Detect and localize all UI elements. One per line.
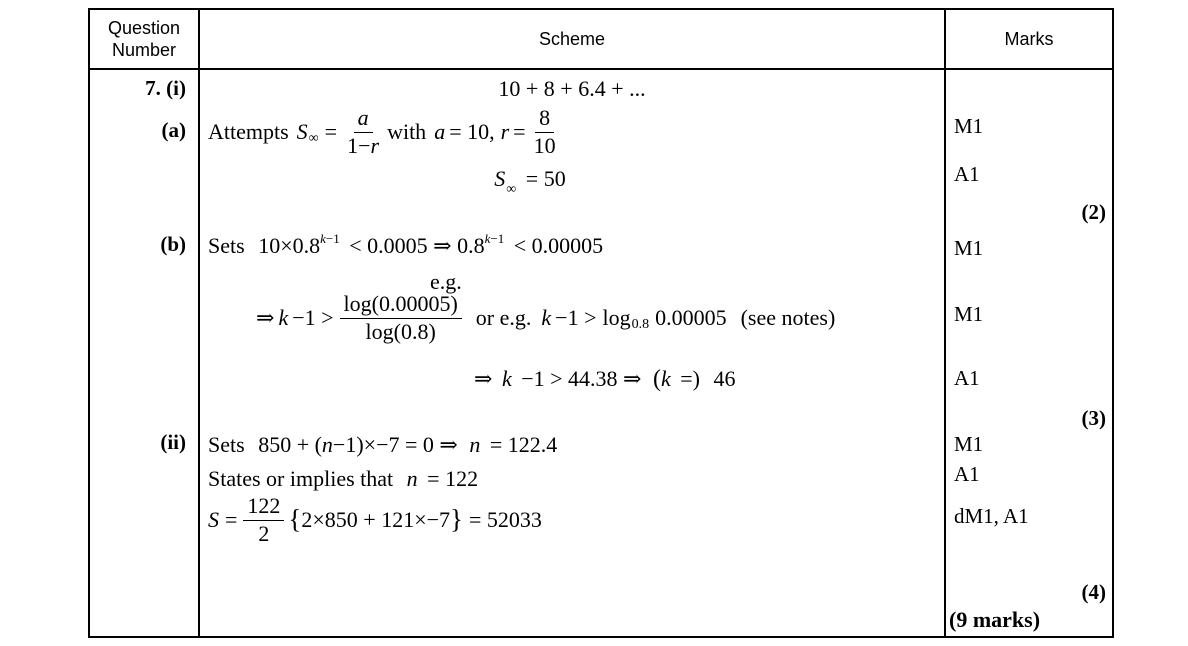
result-value: = 52033 — [469, 507, 542, 533]
mark-b-a1: A1 — [954, 366, 980, 390]
attempts-text: Attempts — [208, 119, 289, 145]
fraction-numerator: log(0.00005) — [340, 292, 462, 319]
header-scheme — [200, 10, 946, 70]
implies-arrow: ⇒ — [474, 366, 493, 391]
inequality: −1 > — [555, 305, 597, 331]
result-value: = 122.4 — [489, 432, 558, 457]
exponent-k-minus-1: k−1 — [320, 231, 340, 246]
scheme-b-line2 — [256, 292, 835, 344]
n-variable: n — [321, 432, 333, 457]
fraction-denominator: 1−r — [347, 132, 380, 158]
result-value: = 50 — [525, 166, 566, 191]
infinity-subscript: ∞ — [308, 131, 319, 147]
open-paren: ( — [652, 366, 661, 392]
fraction-numerator: 122 — [243, 494, 284, 521]
mark-a-m1: M1 — [954, 114, 984, 138]
mark-scheme-table — [88, 8, 1114, 638]
n-variable: n — [469, 432, 481, 457]
r-variable: r — [500, 119, 510, 145]
s-variable: S — [208, 507, 219, 533]
close-paren-equals: =) — [680, 366, 700, 391]
scheme-cell — [200, 70, 946, 636]
open-brace: { — [288, 503, 302, 534]
scheme-ii-line3 — [208, 494, 542, 546]
inequality: −1 > — [292, 305, 334, 331]
fraction-denominator: log(0.8) — [365, 318, 436, 344]
mark-ii-subtotal: (4) — [1081, 580, 1106, 604]
s-variable: S — [296, 119, 308, 145]
fraction-122-over-2 — [243, 494, 284, 546]
value: = 122 — [427, 466, 479, 491]
scheme-series-line: 10 + 8 + 6.4 + ... — [498, 76, 646, 101]
a-variable: a — [434, 119, 446, 145]
exponent-k-minus-1: k−1 — [484, 231, 505, 246]
mark-ii-m1: M1 — [954, 432, 984, 456]
question-label-part-b: (b) — [160, 232, 186, 256]
fraction-denominator: 2 — [258, 520, 270, 546]
sets-text: Sets — [208, 432, 245, 457]
with-text: with — [387, 119, 427, 145]
expression: 850 + ( — [258, 432, 322, 457]
question-number-cell — [90, 70, 200, 636]
sets-text: Sets — [208, 233, 245, 258]
mark-b-m2: M1 — [954, 302, 984, 326]
r-equals: = — [513, 119, 526, 145]
result-value: 46 — [713, 366, 736, 391]
expression: 10×0.8 — [258, 233, 321, 258]
header-marks-label: Marks — [1004, 28, 1054, 49]
equals-sign: = — [324, 119, 338, 145]
log-argument: 0.00005 — [655, 305, 727, 331]
question-label-main: 7. (i) — [145, 76, 186, 100]
question-label-part-ii: (ii) — [160, 430, 186, 454]
header-marks — [946, 10, 1112, 70]
log-base-subscript: 0.8 — [631, 317, 650, 333]
fraction-numerator: a — [354, 106, 373, 133]
fraction-log-over-log — [340, 292, 462, 344]
mark-b-m1: M1 — [954, 236, 984, 260]
fraction-8-over-10 — [530, 106, 560, 158]
expression: < 0.00005 — [513, 233, 604, 258]
k-variable: k — [278, 305, 289, 331]
fraction-a-over-1-minus-r — [343, 106, 383, 158]
fraction-denominator: 10 — [533, 132, 556, 158]
scheme-b-line1 — [208, 233, 603, 259]
states-text: States or implies that — [208, 466, 394, 491]
close-brace: } — [450, 503, 463, 534]
scheme-a-result-line — [330, 166, 730, 197]
k-variable: k — [501, 366, 512, 391]
mark-ii-dm1-a1: dM1, A1 — [954, 504, 1029, 528]
infinity-subscript: ∞ — [506, 182, 517, 197]
header-question-line1: Question — [107, 17, 181, 38]
inequality: −1 > 44.38 ⇒ — [521, 366, 642, 391]
implies-arrow: ⇒ — [256, 305, 275, 331]
fraction-numerator: 8 — [535, 106, 554, 133]
mark-a-subtotal: (2) — [1081, 200, 1106, 224]
expression: < 0.0005 ⇒ 0.8 — [349, 233, 485, 258]
scheme-ii-line1 — [208, 432, 557, 458]
question-label-part-a: (a) — [161, 118, 186, 142]
a-value: = 10, — [449, 119, 495, 145]
scheme-ii-line2 — [208, 466, 478, 492]
marks-cell — [946, 70, 1112, 636]
mark-a-a1: A1 — [954, 162, 980, 186]
k-variable: k — [660, 366, 671, 391]
equals-sign: = — [225, 507, 238, 533]
mark-b-subtotal: (3) — [1081, 406, 1106, 430]
scheme-a-attempts-line — [208, 106, 560, 158]
k-variable: k — [541, 305, 552, 331]
header-question-line2: Number — [111, 40, 177, 60]
see-notes-text: (see notes) — [740, 305, 836, 331]
scheme-b-line3 — [474, 366, 735, 393]
header-scheme-label: Scheme — [538, 28, 606, 49]
header-question-number — [90, 10, 200, 70]
scheme-b-eg-text: e.g. — [430, 269, 462, 294]
expression: −1)×−7 = 0 ⇒ — [332, 432, 458, 457]
mark-grand-total: (9 marks) — [949, 607, 1041, 632]
or-eg-text: or e.g. — [475, 305, 532, 331]
n-variable: n — [406, 466, 418, 491]
expression: 2×850 + 121×−7 — [301, 507, 451, 533]
s-variable: S — [494, 166, 506, 191]
log-text: log — [602, 305, 631, 331]
mark-ii-a1: A1 — [954, 462, 980, 486]
